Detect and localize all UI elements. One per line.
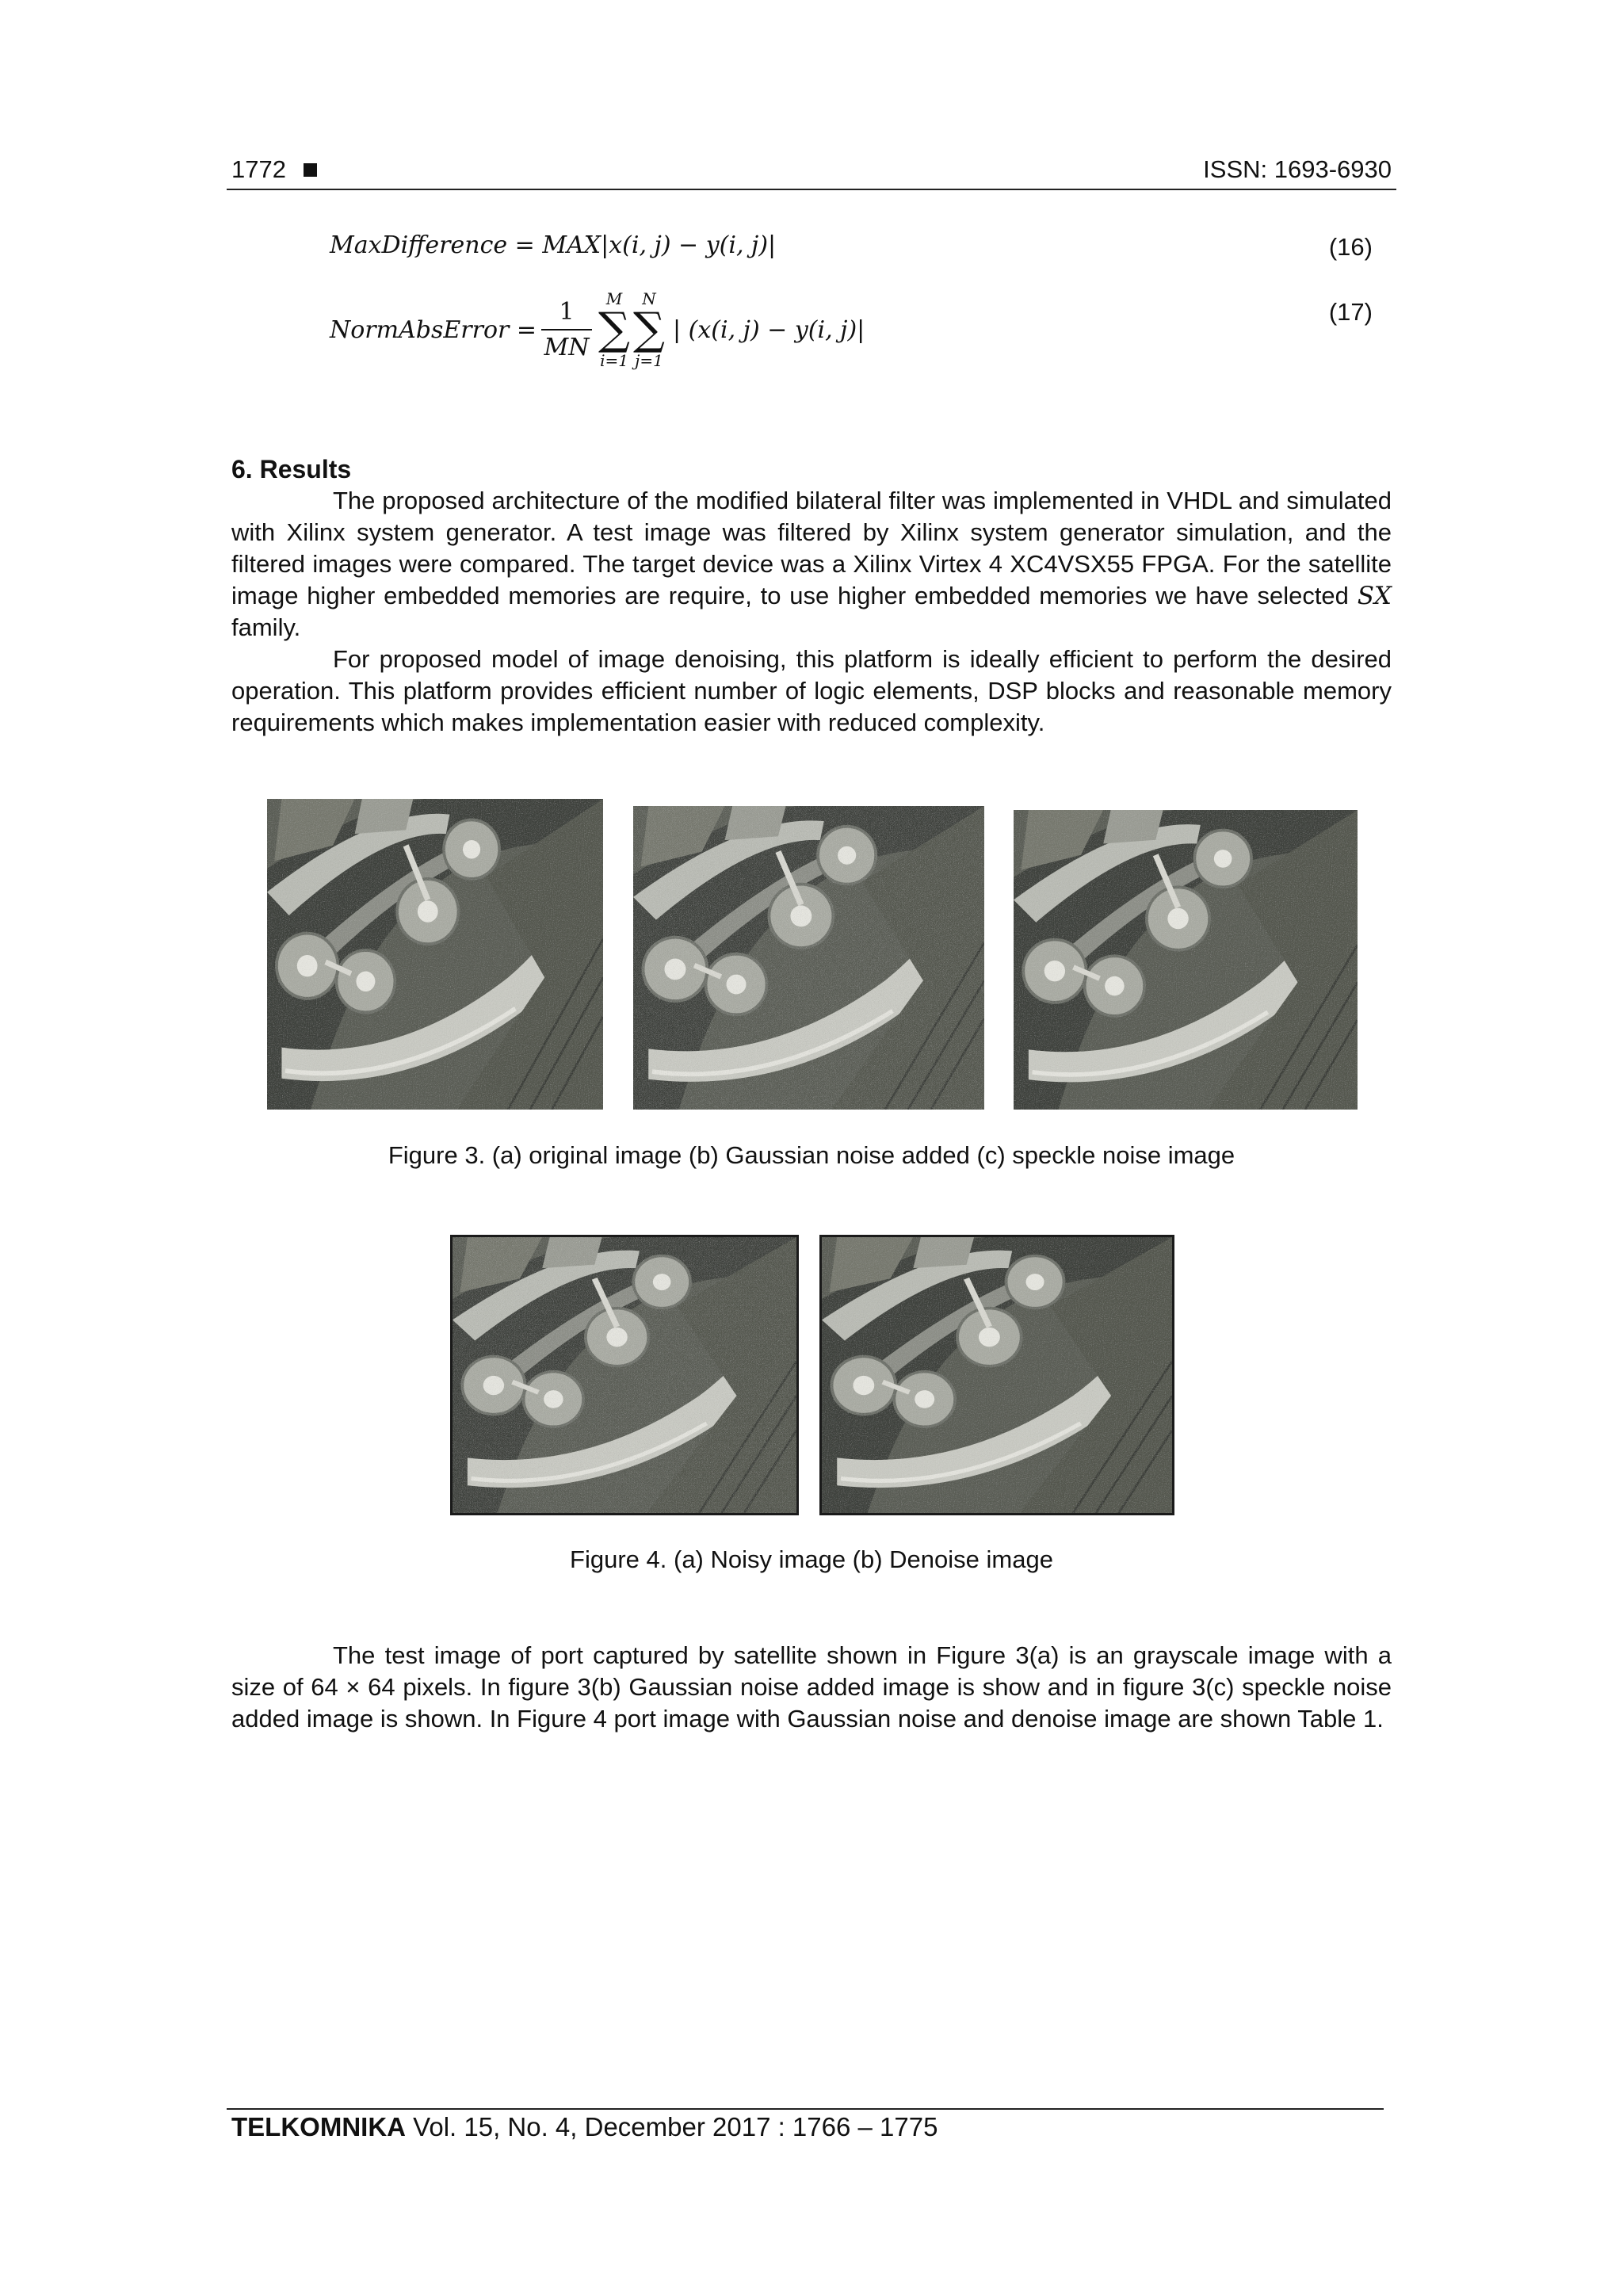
paragraph-2: For proposed model of image denoising, this platform is ideally efficient to perform the desired operation. This platform provides efficient number of logic elements, DSP blocks and reasonable memory requirements which makes implementation easier with reduced complexity. bbox=[231, 645, 1392, 736]
figure-3a-original-image bbox=[267, 799, 603, 1110]
equation-17-rhs: | (x(i, j) − y(i, j)| bbox=[673, 315, 865, 344]
sum-over-j bbox=[633, 290, 665, 369]
page-number-text: 1772 bbox=[231, 155, 286, 183]
equation-16-lhs: MaxDifference = bbox=[330, 231, 535, 259]
paragraph-1 bbox=[231, 485, 1392, 644]
footer-rule bbox=[227, 2108, 1384, 2110]
sigma-icon: ∑ bbox=[598, 304, 631, 355]
results-paragraphs bbox=[231, 485, 1392, 739]
paragraph-3: The test image of port captured by satellite shown in Figure 3(a) is an grayscale image with a size of 64 × 64 pixels. In figure 3(b) Gaussian noise added image is show and in figure 3(c) speckle noise added image is shown. In Figure 4 port image with Gaussian noise and denoise image are shown Table 1. bbox=[231, 1641, 1392, 1733]
journal-details: Vol. 15, No. 4, December 2017 : 1766 – 1775 bbox=[405, 2112, 938, 2141]
sum-over-i bbox=[598, 290, 630, 369]
fraction-numerator: 1 bbox=[559, 298, 575, 326]
paragraph-1-text: The proposed architecture of the modified bilateral filter was implemented in VHDL and simulated with Xilinx system generator. A test image was filtered by Xilinx system generator simulation, and the filtered images were compared. The target device was a Xilinx Virtex 4 XC4VSX55 FPGA. For the satellite image higher embedded memories are require, to use higher embedded memories we have selected bbox=[231, 487, 1392, 609]
square-bullet-icon bbox=[304, 163, 317, 177]
figure-4a-noisy-image bbox=[450, 1235, 799, 1515]
header-rule bbox=[227, 189, 1396, 190]
equation-17-number: (17) bbox=[1328, 298, 1373, 326]
sx-symbol: SX bbox=[1357, 582, 1392, 610]
sum-i-upper: M bbox=[605, 289, 623, 308]
equation-17 bbox=[330, 290, 865, 369]
figure-4b-denoised-image bbox=[819, 1235, 1174, 1515]
journal-name: TELKOMNIKA bbox=[231, 2112, 406, 2141]
fraction-denominator: MN bbox=[544, 334, 590, 361]
fraction-bar bbox=[541, 329, 592, 330]
sum-j-upper: N bbox=[642, 289, 656, 308]
figure-description-paragraph bbox=[231, 1640, 1392, 1735]
equation-16-rhs: MAX|x(i, j) − y(i, j)| bbox=[542, 231, 777, 259]
figure-3b-gaussian-noise-image bbox=[633, 806, 984, 1110]
page-number bbox=[231, 155, 317, 184]
equation-17-lhs: NormAbsError = bbox=[330, 315, 537, 344]
equation-16-number: (16) bbox=[1328, 233, 1373, 261]
paragraph-1-end: family. bbox=[231, 613, 301, 641]
figure-3-caption: Figure 3. (a) original image (b) Gaussian noise added (c) speckle noise image bbox=[388, 1141, 1235, 1169]
equation-16 bbox=[330, 231, 776, 259]
sigma-icon: ∑ bbox=[633, 304, 665, 355]
sum-j-lower: j=1 bbox=[635, 351, 663, 370]
footer bbox=[231, 2112, 938, 2142]
figure-4-caption: Figure 4. (a) Noisy image (b) Denoise image bbox=[570, 1545, 1053, 1573]
sum-i-lower: i=1 bbox=[600, 351, 628, 370]
figure-3c-speckle-noise-image bbox=[1014, 810, 1358, 1110]
section-heading: 6. Results bbox=[231, 455, 352, 483]
equation-17-fraction bbox=[541, 298, 592, 361]
issn: ISSN: 1693-6930 bbox=[1203, 155, 1392, 183]
